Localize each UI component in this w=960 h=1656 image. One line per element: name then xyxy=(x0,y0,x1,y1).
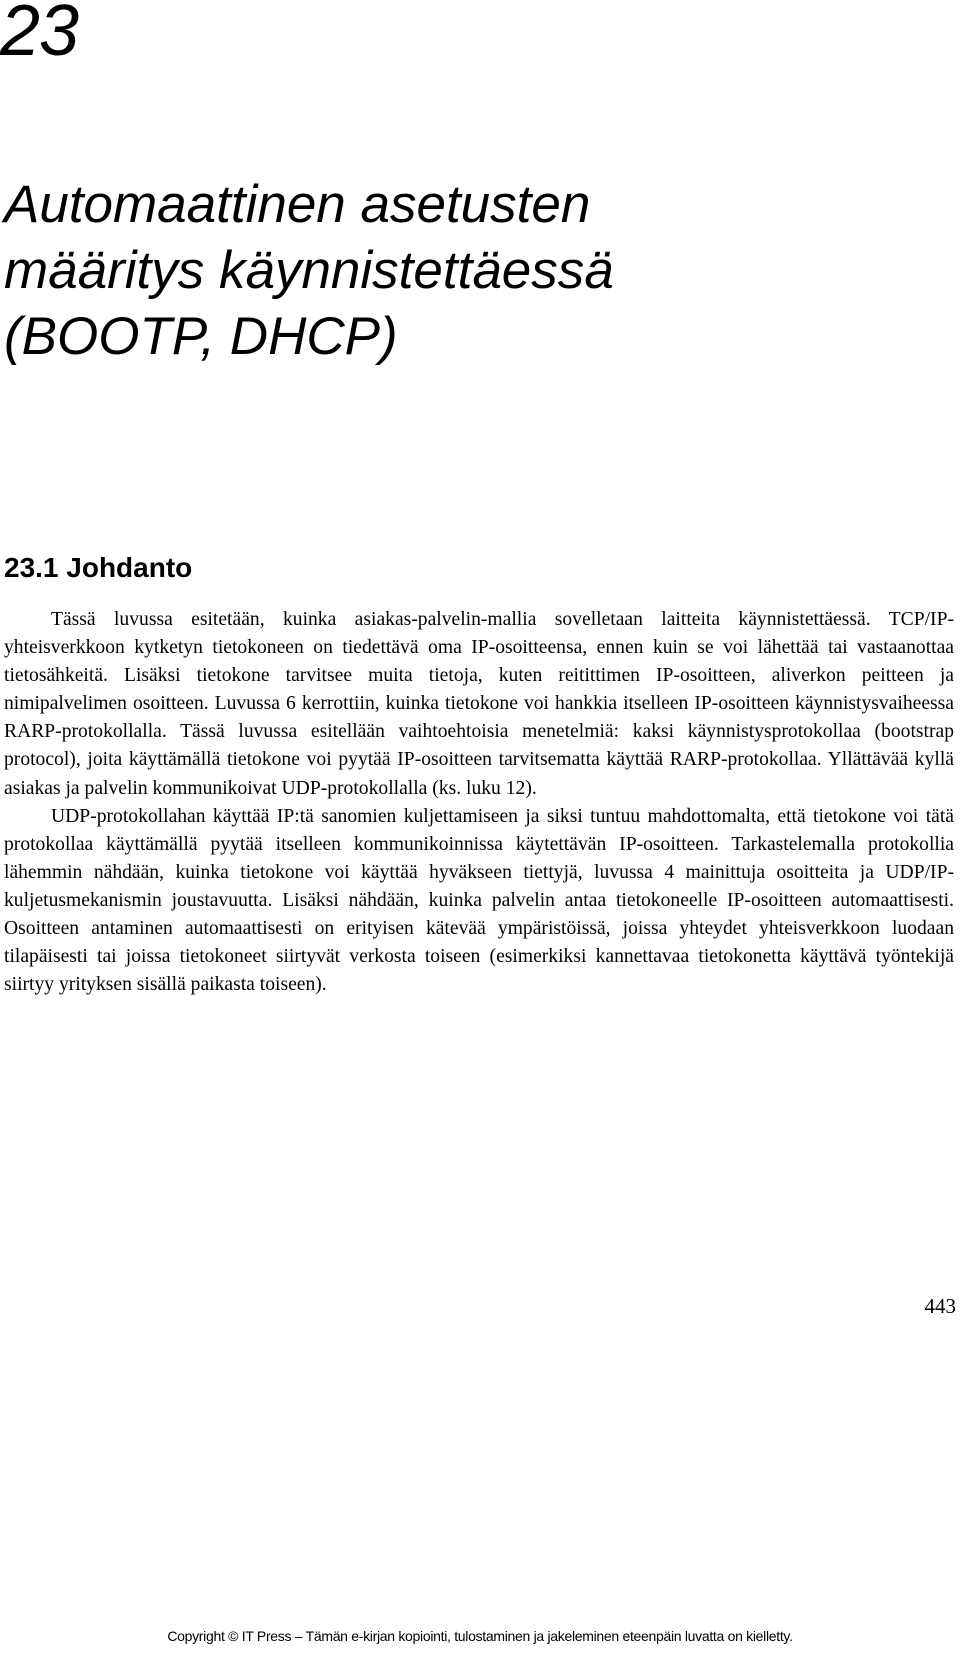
chapter-title xyxy=(4,172,944,370)
paragraph: Tässä luvussa esitetään, kuinka asiakas-palvelin-mallia sovelletaan laitteita käynnistettäessä. TCP/IP-yhteisverkkoon kytketyn tietokoneen on tiedettävä oma IP-osoitteensa, ennen kuin se voi lähettää tai vastaanottaa tietosähkeitä. Lisäksi tietokone tarvitsee muita tietoja, kuten reitittimen IP-osoitteen, aliverkon peitteen ja nimipalvelimen osoitteen. Luvussa 6 kerrottiin, kuinka tietokone voi hankkia itselleen IP-osoitteen käynnistysvaiheessa RARP-protokollalla. Tässä luvussa esitellään vaihtoehtoisia menetelmiä: kaksi käynnistysprotokollaa (bootstrap protocol), joita käyttämällä tietokone voi pyytää IP-osoitteen tarvitsematta käyttää RARP-protokollaa. Yllättävää kyllä asiakas ja palvelin kommunikoivat UDP-protokollalla (ks. luku 12). xyxy=(4,609,954,799)
body-text xyxy=(4,606,954,999)
chapter-title-line: Automaattinen asetusten xyxy=(4,175,591,234)
copyright-notice: Copyright © IT Press – Tämän e-kirjan kopiointi, tulostaminen ja jakeleminen eteenpäin luvatta on kielletty. xyxy=(167,1628,793,1644)
chapter-number: 23 xyxy=(0,0,79,71)
chapter-title-line: määritys käynnistettäessä xyxy=(4,241,614,300)
chapter-title-line: (BOOTP, DHCP) xyxy=(4,307,398,366)
page-number: 443 xyxy=(924,1294,956,1318)
section-heading: 23.1 Johdanto xyxy=(4,552,193,583)
paragraph: UDP-protokollahan käyttää IP:tä sanomien kuljettamiseen ja siksi tuntuu mahdottomalta, että tietokone voi tätä protokollaa käyttämällä pyytää itselleen kommunikoinnissa käytettävän IP-osoitteen. Tarkastelemalla protokollia lähemmin nähdään, kuinka tietokone voi käyttää hyväkseen tiettyjä, luvussa 4 mainittuja osoitteita ja UDP/IP-kuljetusmekanismin joustavuutta. Lisäksi nähdään, kuinka palvelin antaa tietokoneelle IP-osoitteen automaattisesti. Osoitteen antaminen automaattisesti on erityisen kätevää ympäristöissä, joissa yhteydet yhteisverkkoon luodaan tilapäisesti tai joissa tietokoneet siirtyvät verkosta toiseen (esimerkiksi kannettavaa tietokonetta käyttävä työntekijä siirtyy yrityksen sisällä paikasta toiseen). xyxy=(4,805,954,996)
